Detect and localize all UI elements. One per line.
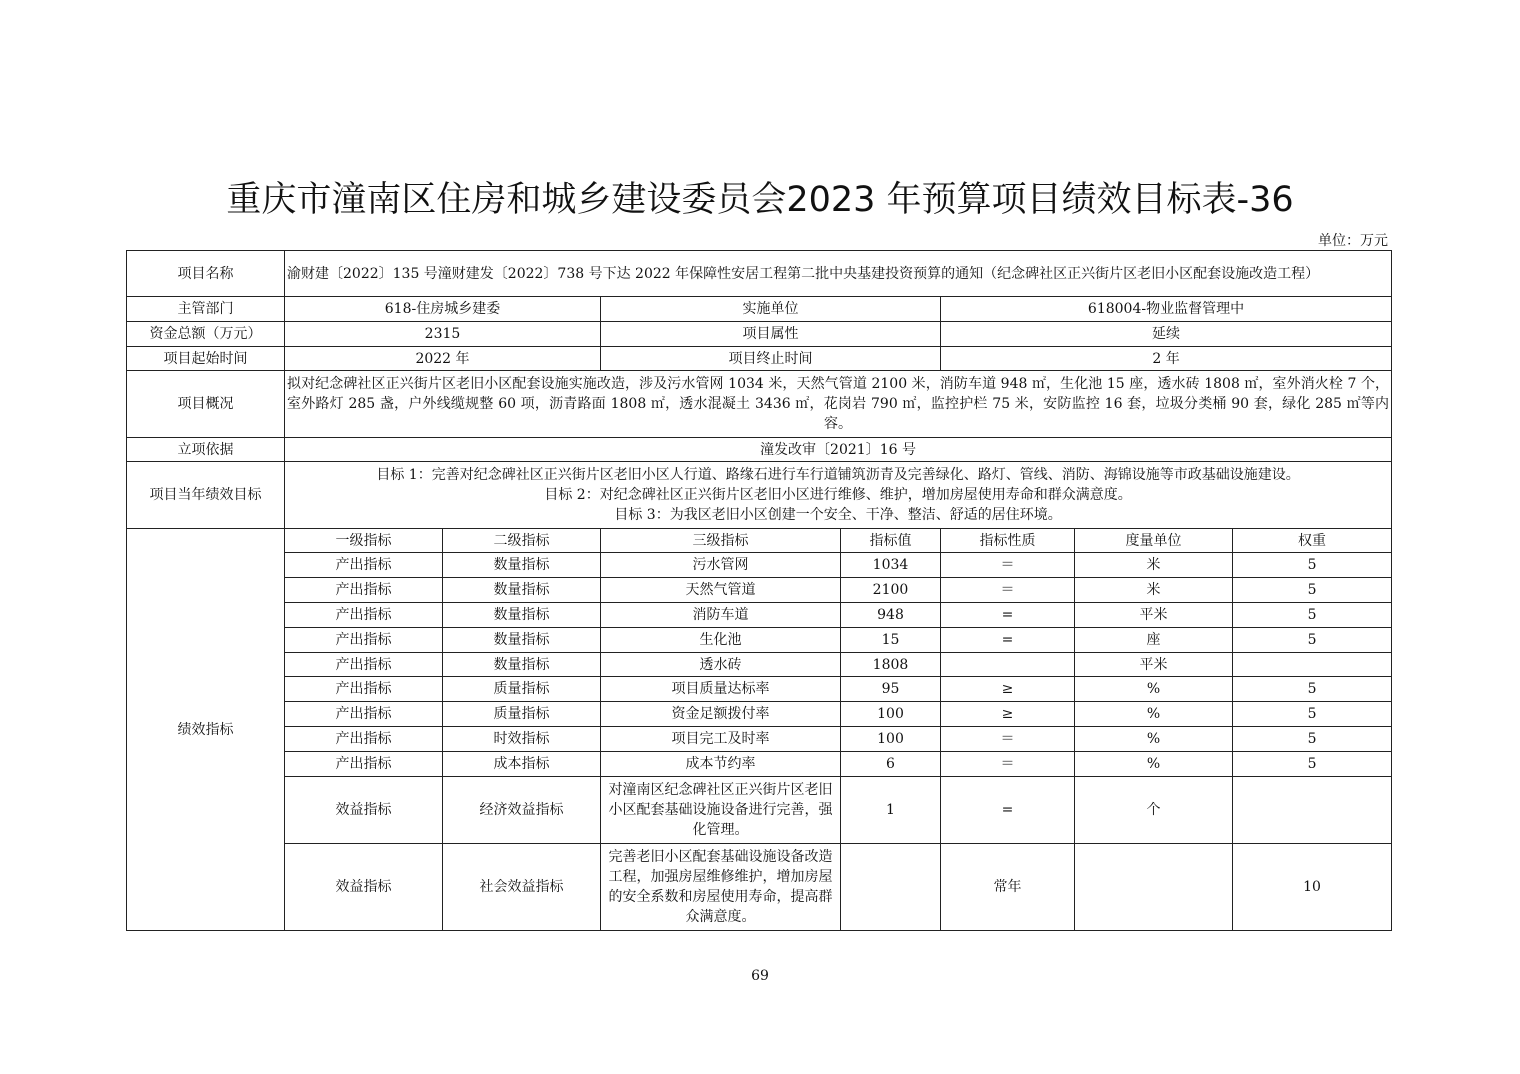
table-row xyxy=(127,702,1392,727)
table-row xyxy=(127,553,1392,578)
label-start-time: 项目起始时间 xyxy=(127,347,285,371)
value-overview: 拟对纪念碑社区正兴街片区老旧小区配套设施实施改造，涉及污水管网 1034 米，天然气管道 2100 米，消防车道 948 ㎡，生化池 15 座，透水砖 1808 ㎡，室外消火栓 7 个，室外路灯 285 盏，户外线缆规整 60 项，沥青路面 1808 ㎡，透水混凝土 3436 ㎡，花岗岩 790 ㎡，监控护栏 75 米，安防监控 16 套，垃圾分类桶 90 套，绿化 285 ㎡等内容。 xyxy=(285,371,1392,438)
value-start-time: 2022 年 xyxy=(285,347,601,371)
value-impl-unit: 618004-物业监督管理中 xyxy=(941,297,1392,322)
cell-value: 100 xyxy=(841,727,941,752)
table-row xyxy=(127,844,1392,931)
table-row xyxy=(127,653,1392,677)
cell-level3: 项目完工及时率 xyxy=(601,727,841,752)
cell-level2: 数量指标 xyxy=(443,578,601,603)
header-value: 指标值 xyxy=(841,529,941,553)
header-level2: 二级指标 xyxy=(443,529,601,553)
goal-2: 目标 2：对纪念碑社区正兴街片区老旧小区进行维修、维护，增加房屋使用寿命和群众满意度。 xyxy=(544,487,1132,503)
cell-level1: 产出指标 xyxy=(285,752,443,777)
cell-nature: ≥ xyxy=(941,677,1075,702)
cell-unit: % xyxy=(1075,677,1233,702)
cell-value xyxy=(841,844,941,931)
label-goals: 项目当年绩效目标 xyxy=(127,462,285,529)
row-project-name xyxy=(127,251,1392,297)
value-department: 618-住房城乡建委 xyxy=(285,297,601,322)
cell-level2: 经济效益指标 xyxy=(443,777,601,844)
cell-level3: 完善老旧小区配套基础设施设备改造工程，加强房屋维修维护，增加房屋的安全系数和房屋使用寿命，提高群众满意度。 xyxy=(601,844,841,931)
cell-value: 15 xyxy=(841,628,941,653)
label-basis: 立项依据 xyxy=(127,438,285,462)
table-row xyxy=(127,727,1392,752)
cell-level2: 质量指标 xyxy=(443,702,601,727)
cell-value: 948 xyxy=(841,603,941,628)
goal-3: 目标 3：为我区老旧小区创建一个安全、干净、整洁、舒适的居住环境。 xyxy=(614,507,1062,523)
goal-1: 目标 1：完善对纪念碑社区正兴街片区老旧小区人行道、路缘石进行车行道铺筑沥青及完善绿化、路灯、管线、消防、海锦设施等市政基础设施建设。 xyxy=(376,467,1300,483)
cell-nature: ≥ xyxy=(941,702,1075,727)
value-end-time: 2 年 xyxy=(941,347,1392,371)
cell-unit: % xyxy=(1075,702,1233,727)
cell-level3: 项目质量达标率 xyxy=(601,677,841,702)
value-project-name: 渝财建〔2022〕135 号潼财建发〔2022〕738 号下达 2022 年保障性安居工程第二批中央基建投资预算的通知（纪念碑社区正兴街片区老旧小区配套设施改造工程） xyxy=(285,251,1392,297)
cell-level1: 产出指标 xyxy=(285,578,443,603)
cell-level2: 时效指标 xyxy=(443,727,601,752)
cell-weight: 5 xyxy=(1233,603,1392,628)
performance-table xyxy=(126,250,1392,931)
header-level1: 一级指标 xyxy=(285,529,443,553)
cell-level2: 社会效益指标 xyxy=(443,844,601,931)
cell-value: 2100 xyxy=(841,578,941,603)
cell-weight xyxy=(1233,777,1392,844)
cell-weight: 5 xyxy=(1233,702,1392,727)
cell-level1: 产出指标 xyxy=(285,702,443,727)
value-goals xyxy=(285,462,1392,529)
cell-weight: 10 xyxy=(1233,844,1392,931)
cell-level1: 产出指标 xyxy=(285,653,443,677)
cell-nature xyxy=(941,653,1075,677)
cell-unit: % xyxy=(1075,752,1233,777)
cell-nature: ＝ xyxy=(941,727,1075,752)
cell-level1: 产出指标 xyxy=(285,553,443,578)
label-department: 主管部门 xyxy=(127,297,285,322)
cell-level3: 资金足额拨付率 xyxy=(601,702,841,727)
cell-level1: 产出指标 xyxy=(285,628,443,653)
cell-level1: 效益指标 xyxy=(285,844,443,931)
cell-level2: 质量指标 xyxy=(443,677,601,702)
table-row xyxy=(127,777,1392,844)
cell-level3: 透水砖 xyxy=(601,653,841,677)
cell-level1: 产出指标 xyxy=(285,603,443,628)
cell-unit: 米 xyxy=(1075,553,1233,578)
cell-level3: 生化池 xyxy=(601,628,841,653)
label-indicators: 绩效指标 xyxy=(127,529,285,931)
cell-value: 100 xyxy=(841,702,941,727)
cell-weight: 5 xyxy=(1233,553,1392,578)
label-project-name: 项目名称 xyxy=(127,251,285,297)
header-unit: 度量单位 xyxy=(1075,529,1233,553)
cell-value: 6 xyxy=(841,752,941,777)
label-impl-unit: 实施单位 xyxy=(601,297,941,322)
cell-nature: 常年 xyxy=(941,844,1075,931)
cell-nature: ＝ xyxy=(941,578,1075,603)
cell-level2: 成本指标 xyxy=(443,752,601,777)
cell-weight: 5 xyxy=(1233,628,1392,653)
row-department xyxy=(127,297,1392,322)
cell-unit: 个 xyxy=(1075,777,1233,844)
cell-level3: 天然气管道 xyxy=(601,578,841,603)
header-nature: 指标性质 xyxy=(941,529,1075,553)
label-overview: 项目概况 xyxy=(127,371,285,438)
table-row xyxy=(127,578,1392,603)
cell-level1: 产出指标 xyxy=(285,677,443,702)
cell-unit: 平米 xyxy=(1075,653,1233,677)
cell-weight: 5 xyxy=(1233,752,1392,777)
cell-weight xyxy=(1233,653,1392,677)
label-total-funds: 资金总额（万元） xyxy=(127,322,285,347)
table-row xyxy=(127,677,1392,702)
cell-unit xyxy=(1075,844,1233,931)
cell-unit: 座 xyxy=(1075,628,1233,653)
cell-level1: 效益指标 xyxy=(285,777,443,844)
table-row xyxy=(127,603,1392,628)
cell-weight: 5 xyxy=(1233,677,1392,702)
cell-level2: 数量指标 xyxy=(443,553,601,578)
cell-value: 1808 xyxy=(841,653,941,677)
cell-value: 1034 xyxy=(841,553,941,578)
row-goals xyxy=(127,462,1392,529)
cell-unit: 平米 xyxy=(1075,603,1233,628)
cell-weight: 5 xyxy=(1233,727,1392,752)
cell-nature: ＝ xyxy=(941,553,1075,578)
cell-level3: 对潼南区纪念碑社区正兴街片区老旧小区配套基础设施设备进行完善，强化管理。 xyxy=(601,777,841,844)
cell-level2: 数量指标 xyxy=(443,653,601,677)
cell-value: 1 xyxy=(841,777,941,844)
cell-nature: = xyxy=(941,603,1075,628)
row-basis xyxy=(127,438,1392,462)
row-time xyxy=(127,347,1392,371)
cell-nature: = xyxy=(941,628,1075,653)
page-title: 重庆市潼南区住房和城乡建设委员会2023 年预算项目绩效目标表-36 xyxy=(226,180,1294,220)
unit-label: 单位：万元 xyxy=(1318,233,1388,249)
indicator-header-row xyxy=(127,529,1392,553)
cell-level3: 污水管网 xyxy=(601,553,841,578)
cell-level3: 消防车道 xyxy=(601,603,841,628)
value-total-funds: 2315 xyxy=(285,322,601,347)
table-row xyxy=(127,752,1392,777)
label-end-time: 项目终止时间 xyxy=(601,347,941,371)
cell-value: 95 xyxy=(841,677,941,702)
header-weight: 权重 xyxy=(1233,529,1392,553)
row-funds xyxy=(127,322,1392,347)
header-level3: 三级指标 xyxy=(601,529,841,553)
row-overview xyxy=(127,371,1392,438)
cell-unit: 米 xyxy=(1075,578,1233,603)
cell-level2: 数量指标 xyxy=(443,603,601,628)
cell-nature: ＝ xyxy=(941,752,1075,777)
label-attribute: 项目属性 xyxy=(601,322,941,347)
cell-level3: 成本节约率 xyxy=(601,752,841,777)
value-attribute: 延续 xyxy=(941,322,1392,347)
cell-level2: 数量指标 xyxy=(443,628,601,653)
cell-level1: 产出指标 xyxy=(285,727,443,752)
cell-nature: = xyxy=(941,777,1075,844)
value-basis: 潼发改审〔2021〕16 号 xyxy=(285,438,1392,462)
cell-weight: 5 xyxy=(1233,578,1392,603)
table-row xyxy=(127,628,1392,653)
page-number: 69 xyxy=(751,968,769,984)
cell-unit: % xyxy=(1075,727,1233,752)
